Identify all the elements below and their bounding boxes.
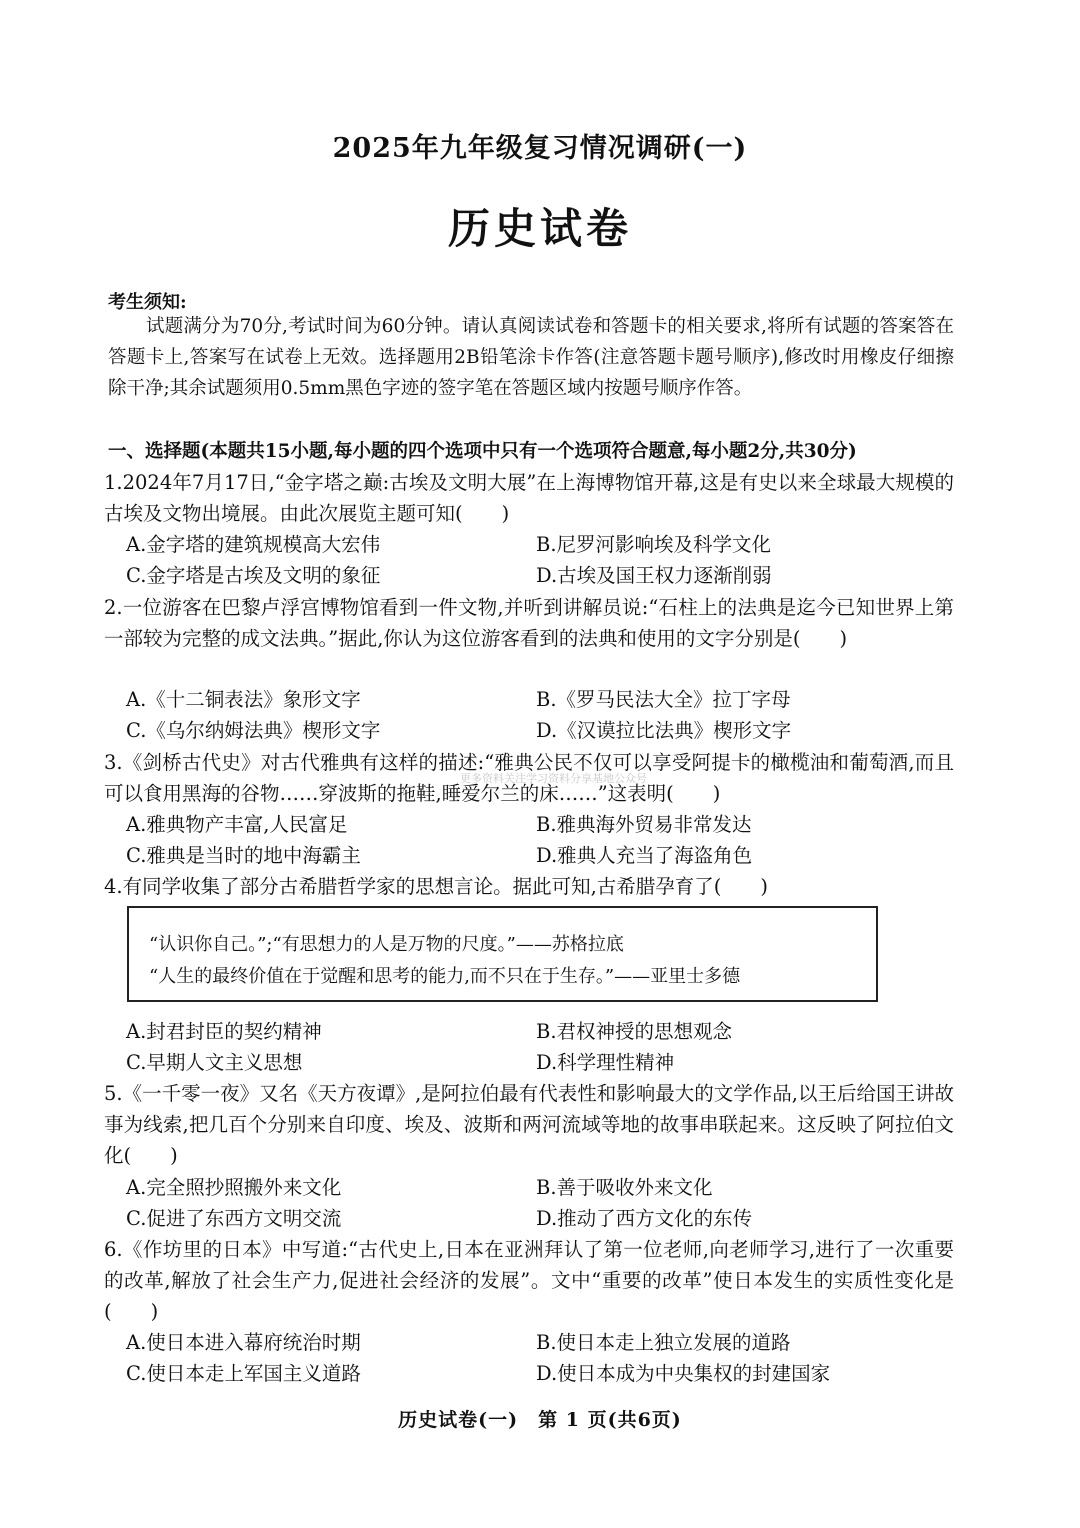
question-3-option-c: C.雅典是当时的地中海霸主	[126, 844, 361, 867]
question-1-option-a: A.金字塔的建筑规模高大宏伟	[126, 533, 381, 556]
page-footer: 历史试卷(一) 第 1 页(共6页)	[398, 1409, 682, 1431]
watermark: 更多资料关注学习资料分享基地公众号	[460, 772, 647, 785]
notice-body: 试题满分为70分,考试时间为60分钟。请认真阅读试卷和答题卡的相关要求,将所有试题的答案答在答题卡上,答案写在试卷上无效。选择题用2B铅笔涂卡作答(注意答题卡题号顺序),修改时用橡皮仔细擦除干净;其余试题须用0.5mm黑色字迹的签字笔在答题区域内按题号顺序作答。	[108, 316, 954, 399]
question-1-option-b: B.尼罗河影响埃及科学文化	[536, 533, 772, 556]
question-4-option-b: B.君权神授的思想观念	[536, 1020, 733, 1043]
question-2-option-c: C.《乌尔纳姆法典》楔形文字	[126, 719, 381, 742]
question-2-option-d: D.《汉谟拉比法典》楔形文字	[536, 719, 792, 742]
question-6-option-c: C.使日本走上军国主义道路	[126, 1362, 361, 1385]
question-4-option-a: A.封君封臣的契约精神	[126, 1020, 322, 1043]
question-6-option-d: D.使日本成为中央集权的封建国家	[536, 1362, 831, 1385]
question-4-option-c: C.早期人文主义思想	[126, 1051, 303, 1074]
question-3-stem: 3.《剑桥古代史》对古代雅典有这样的描述:“雅典公民不仅可以享受阿提卡的橄榄油和葡萄酒,而且可以食用黑海的谷物……穿波斯的拖鞋,睡爱尔兰的床……”这表明( )	[104, 751, 954, 805]
notice-heading: 考生须知:	[108, 292, 187, 313]
question-5-option-a: A.完全照抄照搬外来文化	[126, 1176, 342, 1199]
question-6-option-a: A.使日本进入幕府统治时期	[126, 1331, 361, 1354]
quote-socrates: “认识你自己。”;“有思想力的人是万物的尺度。”——苏格拉底	[149, 934, 624, 955]
question-5-stem: 5.《一千零一夜》又名《天方夜谭》,是阿拉伯最有代表性和影响最大的文学作品,以王后给国王讲故事为线索,把几百个分别来自印度、埃及、波斯和两河流域等地的故事串联起来。这反映了阿拉伯文化( )	[104, 1082, 955, 1167]
exam-title: 2025年九年级复习情况调研(一)	[332, 133, 748, 164]
question-6-stem: 6.《作坊里的日本》中写道:“古代史上,日本在亚洲拜认了第一位老师,向老师学习,进行了一次重要的改革,解放了社会生产力,促进社会经济的发展”。文中“重要的改革”使日本发生的实质性变化是( )	[104, 1238, 954, 1323]
question-3-option-a: A.雅典物产丰富,人民富足	[126, 813, 348, 836]
question-2-stem: 2.一位游客在巴黎卢浮宫博物馆看到一件文物,并听到讲解员说:“石柱上的法典是迄今已知世界上第一部较为完整的成文法典。”据此,你认为这位游客看到的法典和使用的文字分别是( )	[104, 596, 954, 650]
quote-box	[127, 906, 878, 1002]
question-5-option-c: C.促进了东西方文明交流	[126, 1207, 342, 1230]
question-4-option-d: D.科学理性精神	[536, 1051, 675, 1074]
question-4-stem: 4.有同学收集了部分古希腊哲学家的思想言论。据此可知,古希腊孕育了( )	[104, 875, 769, 898]
question-1-option-d: D.古埃及国王权力逐渐削弱	[536, 564, 772, 587]
exam-subject-title: 历史试卷	[447, 204, 632, 253]
question-3-option-d: D.雅典人充当了海盗角色	[536, 844, 753, 867]
quote-aristotle: “人生的最终价值在于觉醒和思考的能力,而不只在于生存。”——亚里士多德	[149, 966, 741, 987]
question-2-option-a: A.《十二铜表法》象形文字	[126, 688, 361, 711]
section-title: 一、选择题(本题共15小题,每小题的四个选项中只有一个选项符合题意,每小题2分,共30分)	[108, 441, 857, 462]
question-6-option-b: B.使日本走上独立发展的道路	[536, 1331, 791, 1354]
question-5-option-d: D.推动了西方文化的东传	[536, 1207, 753, 1230]
question-1-stem: 1.2024年7月17日,“金字塔之巅:古埃及文明大展”在上海博物馆开幕,这是有史以来全球最大规模的古埃及文物出境展。由此次展览主题可知( )	[104, 471, 954, 525]
question-2-option-b: B.《罗马民法大全》拉丁字母	[536, 688, 791, 711]
question-1-option-c: C.金字塔是古埃及文明的象征	[126, 564, 381, 587]
question-5-option-b: B.善于吸收外来文化	[536, 1176, 713, 1199]
question-3-option-b: B.雅典海外贸易非常发达	[536, 813, 752, 836]
